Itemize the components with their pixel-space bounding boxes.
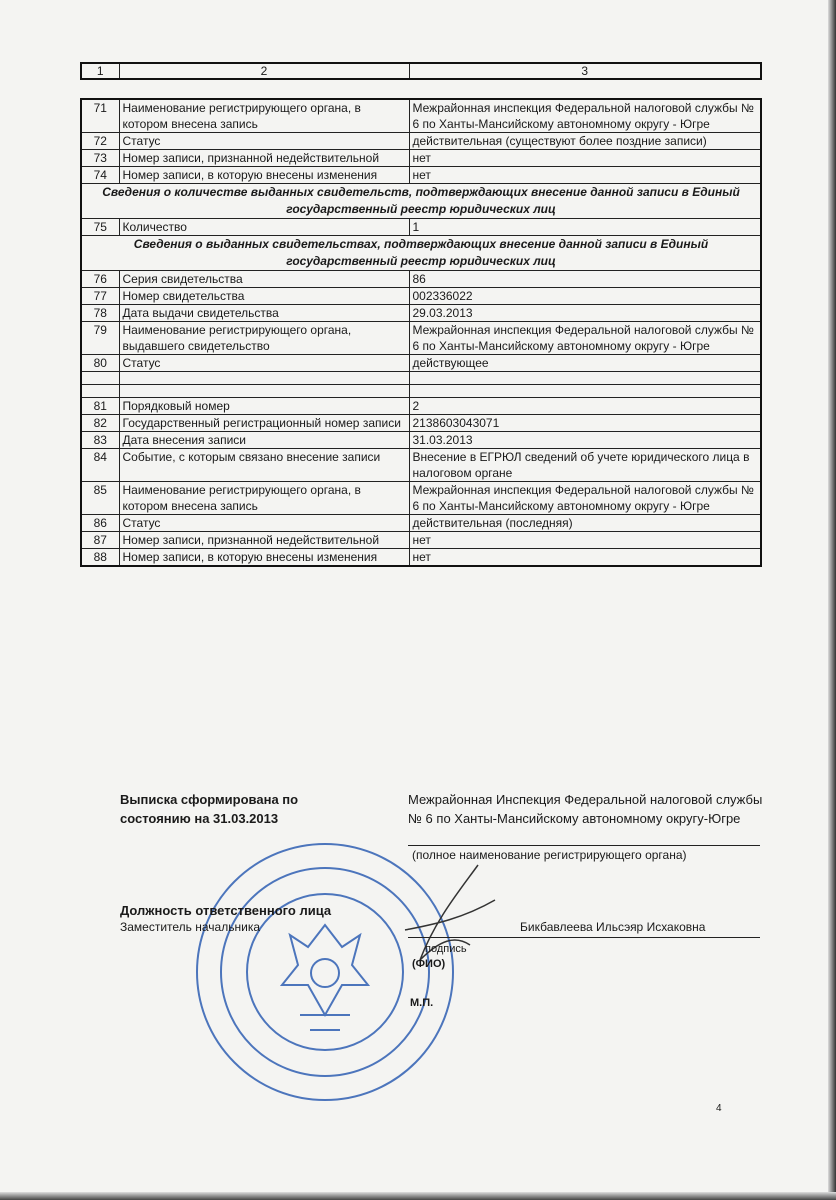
row-field-value: 31.03.2013	[409, 432, 761, 449]
row-field-name: Статус	[119, 133, 409, 150]
row-field-name: Номер записи, признанной недействительной	[119, 532, 409, 549]
row-field-value: Межрайонная инспекция Федеральной налоговой службы № 6 по Ханты-Мансийскому автономному округу - Югре	[409, 99, 761, 133]
column-header-2: 2	[119, 63, 409, 79]
row-number: 80	[81, 355, 119, 372]
table-row	[81, 482, 761, 515]
signature-underline	[408, 937, 760, 938]
row-number: 82	[81, 415, 119, 432]
blank-separator	[81, 372, 761, 398]
row-field-value: 1	[409, 219, 761, 236]
row-field-name: Наименование регистрирующего органа, в котором внесена запись	[119, 99, 409, 133]
row-field-value: 002336022	[409, 288, 761, 305]
signature-label: подпись	[425, 943, 467, 955]
section-1	[81, 184, 761, 219]
row-number: 78	[81, 305, 119, 322]
row-field-value: 86	[409, 271, 761, 288]
table-row	[81, 219, 761, 236]
page-number: 4	[716, 1103, 722, 1114]
row-field-name: Государственный регистрационный номер записи	[119, 415, 409, 432]
table-row	[81, 449, 761, 482]
row-number: 74	[81, 167, 119, 184]
section-title-certificate-count: Сведения о количестве выданных свидетельств, подтверждающих внесение данной записи в Единый государственный реестр юридических лиц	[81, 184, 761, 219]
row-field-name: Номер записи, в которую внесены изменения	[119, 549, 409, 567]
column-header-3: 3	[409, 63, 761, 79]
row-field-name: Наименование регистрирующего органа, выдавшего свидетельство	[119, 322, 409, 355]
extract-state-text: Выписка сформирована по состоянию на 31.03.2013	[120, 792, 299, 826]
section-title-certificates: Сведения о выданных свидетельствах, подтверждающих внесение данной записи в Единый государственный реестр юридических лиц	[81, 236, 761, 271]
table-row	[81, 288, 761, 305]
table-row	[81, 322, 761, 355]
row-field-value: действительная (последняя)	[409, 515, 761, 532]
table-row	[81, 99, 761, 133]
row-number: 76	[81, 271, 119, 288]
column-header-1: 1	[81, 63, 119, 79]
row-field-name: Номер записи, в которую внесены изменения	[119, 167, 409, 184]
position-title: Должность ответственного лица	[120, 903, 332, 918]
section-2	[81, 236, 761, 271]
registrar-caption: (полное наименование регистрирующего органа)	[412, 848, 687, 862]
row-field-value: Межрайонная инспекция Федеральной налоговой службы № 6 по Ханты-Мансийскому автономному округу - Югре	[409, 482, 761, 515]
row-number: 81	[81, 398, 119, 415]
row-field-name: Номер свидетельства	[119, 288, 409, 305]
scan-edge-bottom	[0, 1192, 836, 1200]
column-header-row	[81, 63, 761, 79]
person-name: Бикбавлеева Ильсэяр Исхаковна	[520, 920, 706, 934]
row-number: 77	[81, 288, 119, 305]
row-field-value: нет	[409, 150, 761, 167]
rows-group-d	[81, 398, 761, 567]
row-field-value: нет	[409, 532, 761, 549]
table-row	[81, 398, 761, 415]
table-row	[81, 271, 761, 288]
table-row	[81, 355, 761, 372]
row-field-value: 2	[409, 398, 761, 415]
position-value: Заместитель начальника	[120, 920, 261, 934]
row-field-name: Порядковый номер	[119, 398, 409, 415]
row-field-value: нет	[409, 167, 761, 184]
scan-edge-right	[828, 0, 836, 1200]
row-field-value: Межрайонная инспекция Федеральной налоговой службы № 6 по Ханты-Мансийскому автономному округу - Югре	[409, 322, 761, 355]
row-number: 85	[81, 482, 119, 515]
row-field-value: 2138603043071	[409, 415, 761, 432]
row-field-name: Статус	[119, 355, 409, 372]
row-field-value: 29.03.2013	[409, 305, 761, 322]
rows-group-b	[81, 219, 761, 236]
table-row	[81, 532, 761, 549]
row-field-value: нет	[409, 549, 761, 567]
table-row	[81, 415, 761, 432]
row-number: 88	[81, 549, 119, 567]
row-field-name: Дата выдачи свидетельства	[119, 305, 409, 322]
row-number: 87	[81, 532, 119, 549]
fio-label: (ФИО)	[412, 958, 446, 970]
row-field-name: Дата внесения записи	[119, 432, 409, 449]
row-field-name: Событие, с которым связано внесение записи	[119, 449, 409, 482]
row-field-name: Наименование регистрирующего органа, в котором внесена запись	[119, 482, 409, 515]
row-field-value: Внесение в ЕГРЮЛ сведений об учете юридического лица в налоговом органе	[409, 449, 761, 482]
row-number: 86	[81, 515, 119, 532]
table-row	[81, 133, 761, 150]
row-number: 75	[81, 219, 119, 236]
table-row	[81, 549, 761, 567]
table-row	[81, 305, 761, 322]
seal-place-label: М.П.	[410, 997, 434, 1009]
row-number: 84	[81, 449, 119, 482]
row-field-name: Статус	[119, 515, 409, 532]
rows-group-c	[81, 271, 761, 372]
registrar-name: Межрайонная Инспекция Федеральной налоговой службы № 6 по Ханты-Мансийскому автономному округу-Югре	[408, 792, 763, 826]
records-table	[80, 98, 762, 567]
row-number: 73	[81, 150, 119, 167]
row-field-value: действующее	[409, 355, 761, 372]
table-row	[81, 150, 761, 167]
table-row	[81, 167, 761, 184]
rows-group-a	[81, 99, 761, 184]
column-header-table	[80, 62, 762, 80]
row-number: 71	[81, 99, 119, 133]
row-field-name: Количество	[119, 219, 409, 236]
registrar-underline	[408, 845, 760, 846]
row-number: 79	[81, 322, 119, 355]
row-number: 83	[81, 432, 119, 449]
row-field-value: действительная (существуют более поздние записи)	[409, 133, 761, 150]
row-number: 72	[81, 133, 119, 150]
row-field-name: Серия свидетельства	[119, 271, 409, 288]
table-row	[81, 432, 761, 449]
row-field-name: Номер записи, признанной недействительной	[119, 150, 409, 167]
table-row	[81, 515, 761, 532]
